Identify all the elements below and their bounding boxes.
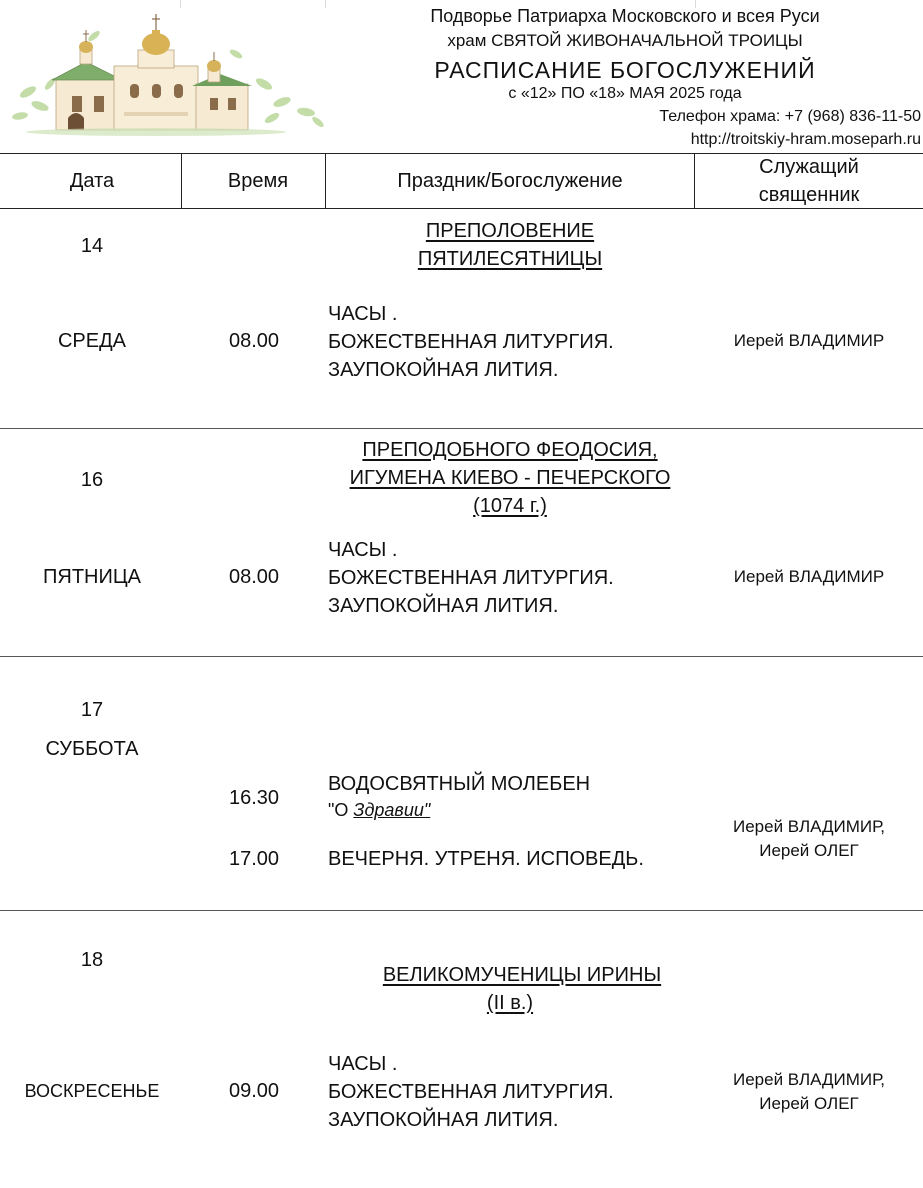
priest-line: Иерей ОЛЕГ (759, 1094, 859, 1113)
feast-title: ВЕЛИКОМУЧЕНИЦЫ ИРИНЫ (382, 964, 662, 986)
feast-title: ПЯТИЛЕСЯТНИЦЫ (417, 248, 603, 270)
priest-line: Иерей ВЛАДИМИР (733, 567, 885, 586)
grid-mark (325, 0, 326, 8)
column-header-priest-line2: священник (758, 184, 860, 206)
service-item: ЧАСЫ . (328, 1053, 398, 1075)
row-divider (0, 910, 923, 911)
priest-name (734, 565, 884, 589)
service-item: ЧАСЫ . (328, 303, 398, 325)
column-header-date: Дата (69, 170, 115, 192)
service-item: БОЖЕСТВЕННАЯ ЛИТУРГИЯ. (328, 331, 614, 353)
priest-line: Иерей ВЛАДИМИР (733, 331, 885, 350)
compound-line: Подворье Патриарха Московского и всея Руси (430, 6, 820, 26)
service-item: ЧАСЫ . (328, 539, 398, 561)
weekday: ВОСКРЕСЕНЬЕ (24, 1081, 160, 1101)
row-divider (0, 656, 923, 657)
service-item: ВЕЧЕРНЯ. УТРЕНЯ. ИСПОВЕДЬ. (328, 848, 644, 870)
service-time: 09.00 (228, 1080, 280, 1102)
feast-title: ИГУМЕНА КИЕВО - ПЕЧЕРСКОГО (349, 467, 671, 489)
day-number: 17 (80, 699, 104, 721)
service-item: ЗАУПОКОЙНАЯ ЛИТИЯ. (328, 359, 559, 381)
service-time: 08.00 (228, 330, 280, 352)
priest-line: Иерей ОЛЕГ (759, 841, 859, 860)
priest-name (733, 815, 885, 863)
column-divider (694, 154, 695, 209)
day-number: 16 (80, 469, 104, 491)
service-item: БОЖЕСТВЕННАЯ ЛИТУРГИЯ. (328, 567, 614, 589)
column-header-service: Праздник/Богослужение (397, 170, 623, 192)
service-item: ЗАУПОКОЙНАЯ ЛИТИЯ. (328, 595, 559, 617)
column-divider (325, 154, 326, 209)
service-item: БОЖЕСТВЕННАЯ ЛИТУРГИЯ. (328, 1081, 614, 1103)
page-title: РАСПИСАНИЕ БОГОСЛУЖЕНИЙ (434, 57, 816, 83)
service-item: ЗАУПОКОЙНАЯ ЛИТИЯ. (328, 1109, 559, 1131)
website-link[interactable]: http://troitskiy-hram.moseparh.ru (690, 131, 921, 148)
service-subtitle (328, 800, 430, 821)
service-item: ВОДОСВЯТНЫЙ МОЛЕБЕН (328, 773, 591, 795)
column-header-time: Время (227, 170, 289, 192)
service-list (328, 300, 614, 384)
subtitle-prefix: "О (328, 800, 354, 820)
table-header-border (0, 208, 923, 209)
service-time: 08.00 (228, 566, 280, 588)
church-name: храм СВЯТОЙ ЖИВОНАЧАЛЬНОЙ ТРОИЦЫ (447, 31, 803, 50)
weekday: СРЕДА (57, 330, 127, 352)
date-range: с «12» ПО «18» МАЯ 2025 года (508, 85, 742, 102)
service-list (328, 536, 614, 620)
priest-name (733, 1068, 885, 1116)
table-top-border (0, 153, 923, 154)
priest-line: Иерей ВЛАДИМИР, (733, 1070, 885, 1089)
service-time: 16.30 (228, 787, 280, 809)
column-header-priest-line1: Служащий (759, 156, 859, 178)
priest-line: Иерей ВЛАДИМИР, (733, 817, 885, 836)
phone-number: Телефон храма: +7 (968) 836-11-50 (659, 108, 921, 125)
service-time: 17.00 (228, 848, 280, 870)
weekday: ПЯТНИЦА (43, 566, 141, 588)
service-list (328, 1050, 614, 1134)
day-number: 18 (80, 949, 104, 971)
grid-mark (180, 0, 181, 8)
priest-name (734, 329, 884, 353)
feast-title: ПРЕПОДОБНОГО ФЕОДОСИЯ, (362, 439, 658, 461)
subtitle-emphasis: Здравии" (353, 800, 431, 820)
column-divider (181, 154, 182, 209)
feast-year: (1074 г.) (473, 495, 547, 517)
row-divider (0, 428, 923, 429)
feast-year: (II в.) (486, 992, 534, 1014)
church-illustration (6, 14, 328, 136)
feast-title: ПРЕПОЛОВЕНИЕ (425, 220, 595, 242)
weekday: СУББОТА (45, 738, 139, 760)
day-number: 14 (80, 235, 104, 257)
